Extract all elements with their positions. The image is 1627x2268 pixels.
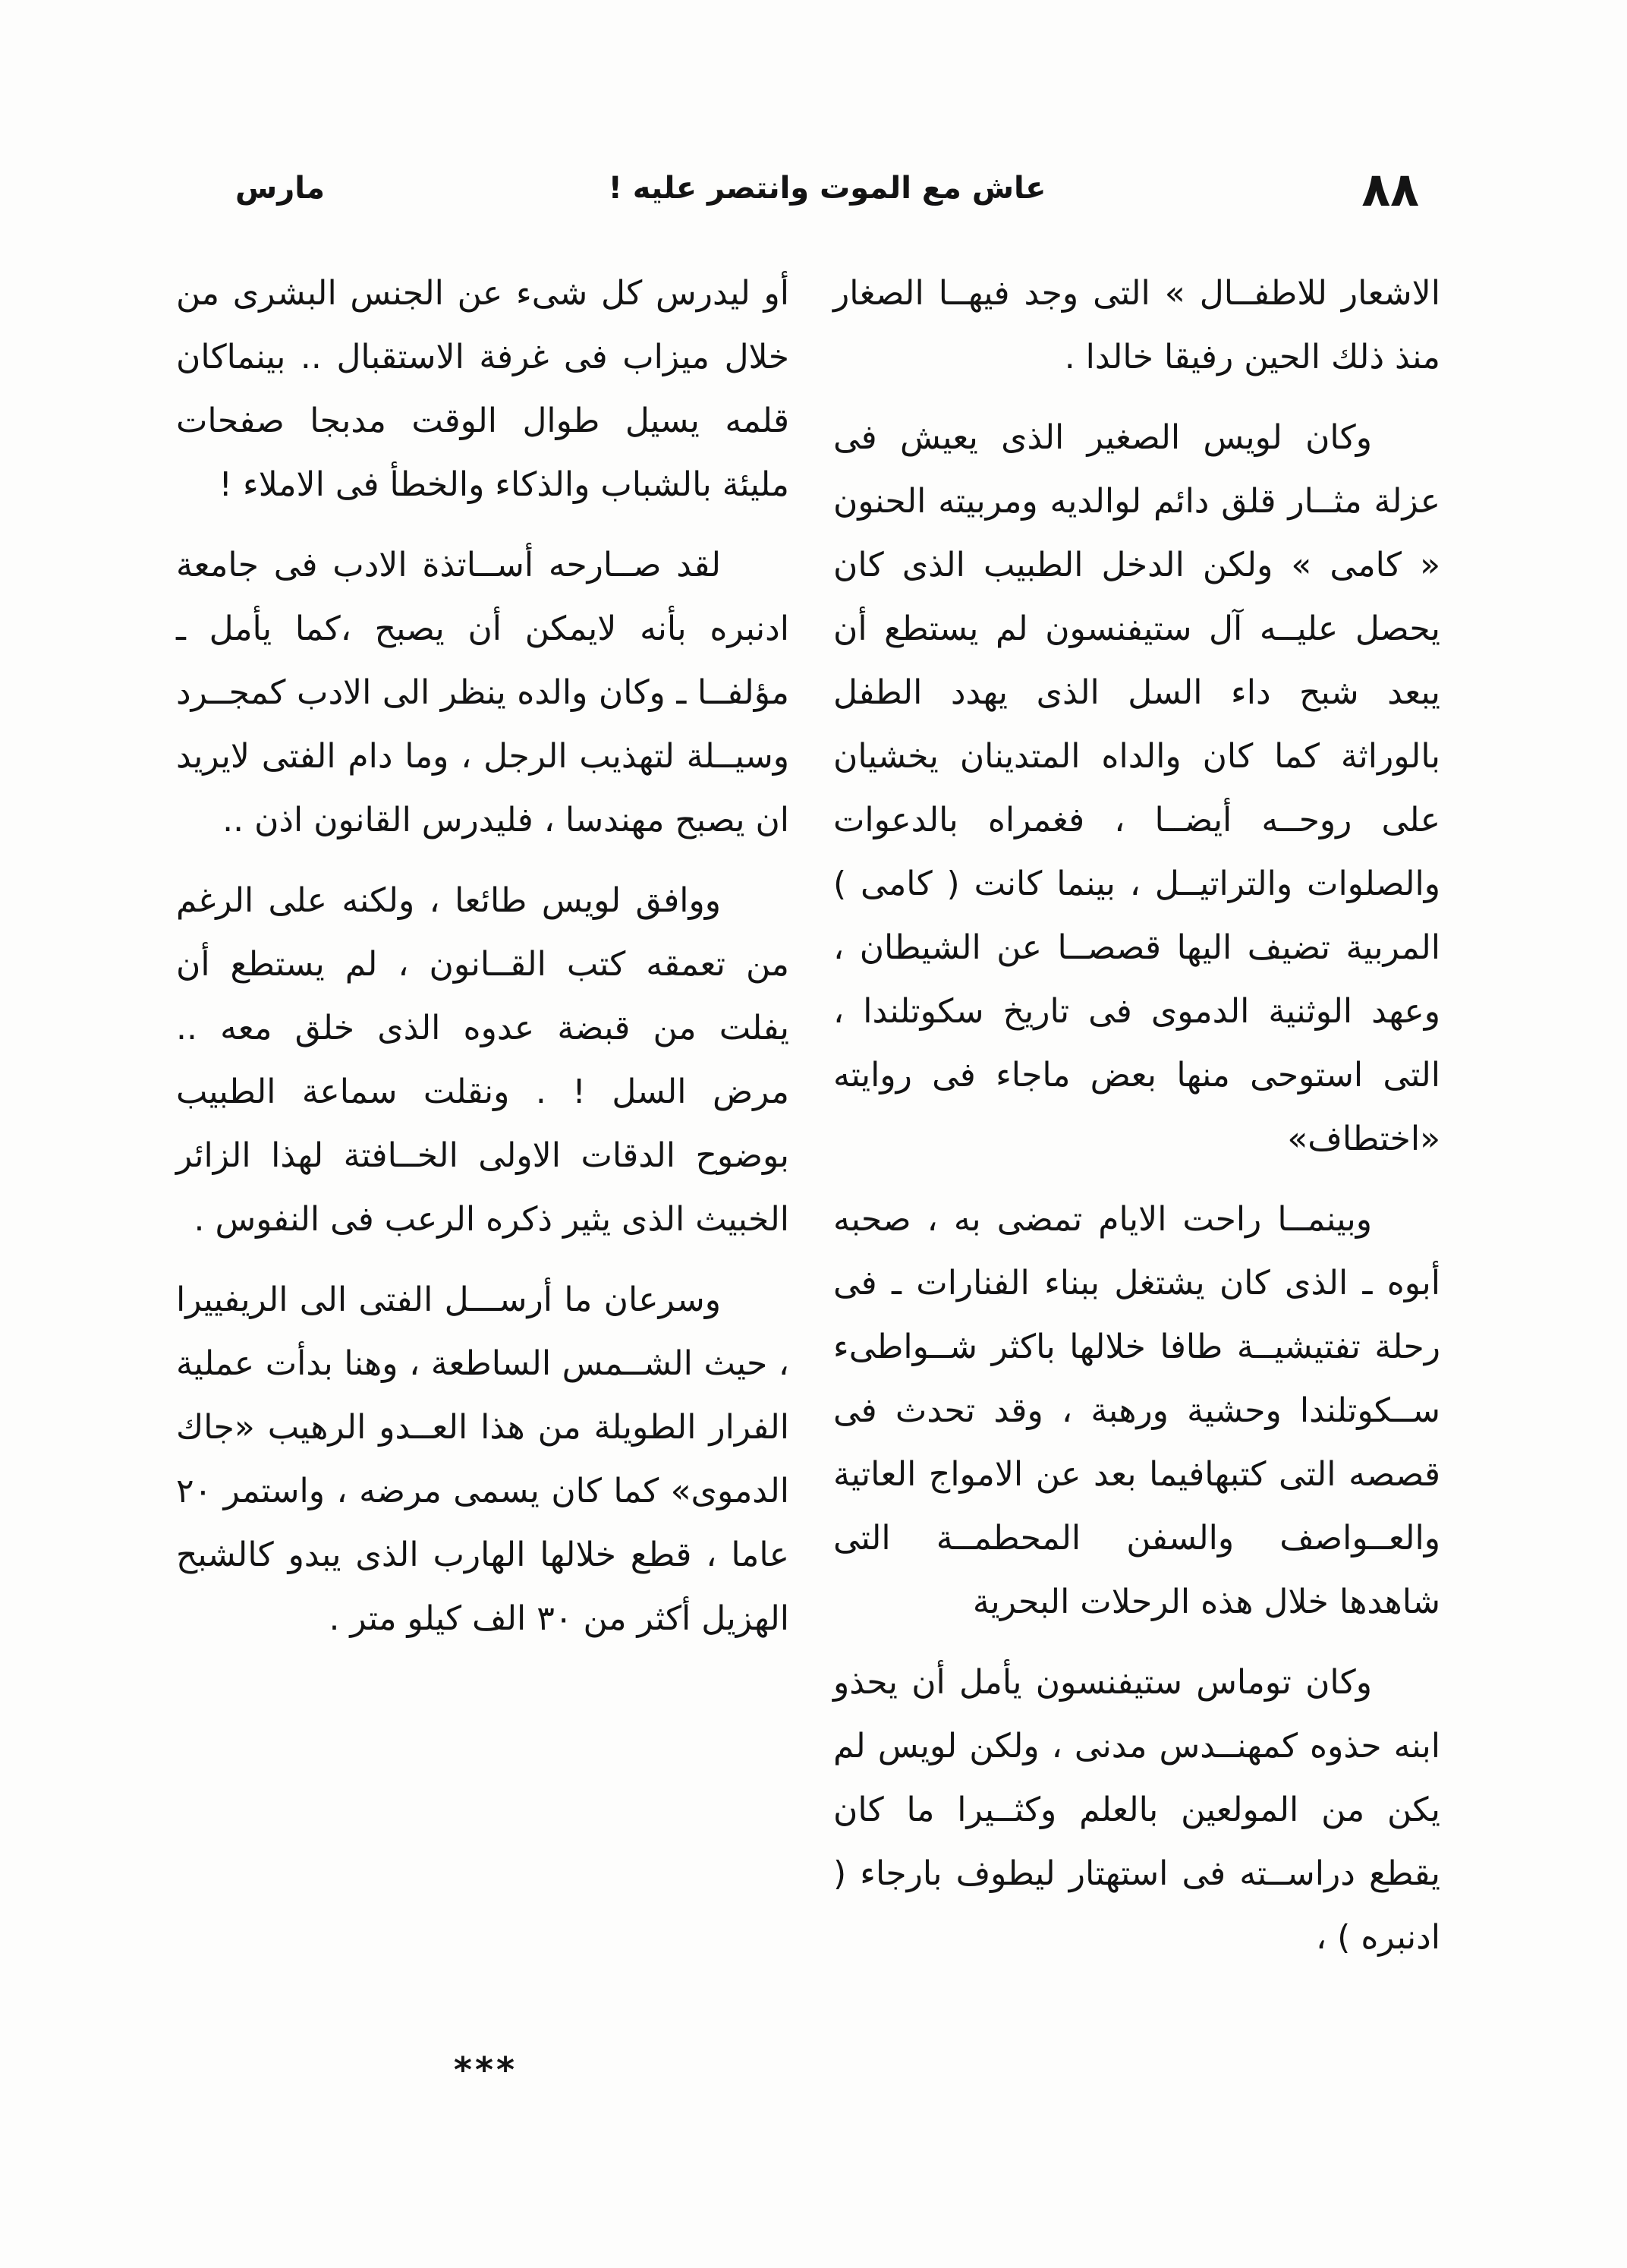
paragraph: وبينمــا راحت الايام تمضى به ، صحبه أبوه ـ الذى كان يشتغل ببناء الفنارات ـ فى رحلة تفتيشيــة طافا خلالها باكثر شــواطىء ســكوتلندا وحشية ورهبة ، وقد تحدث فى قصصه التى كتبهافيما بعد عن الامواج العاتية والعــواصف والسفن المحطمــة التى شاهدها خلال هذه الرحلات البحرية [833, 1200, 1440, 1621]
paragraph: الاشعار للاطفــال » التى وجد فيهــا الصغار منذ ذلك الحين رفيقا خالدا . [833, 274, 1440, 376]
section-break: *** [453, 2049, 518, 2090]
paragraph: وكان توماس ستيفنسون يأمل أن يحذو ابنه حذوه كمهنــدس مدنى ، ولكن لويس لم يكن من المولعين بالعلم وكثــيرا ما كان يقطع دراســته فى استهتار ليطوف بارجاء ( ادنبره ) ، [833, 1663, 1440, 1957]
paragraph: أو ليدرس كل شىء عن الجنس البشرى من خلال ميزاب فى غرفة الاستقبال .. بينماكان قلمه يسيل طوال الوقت مدبجا صفحات مليئة بالشباب والذكاء والخطأ فى الاملاء ! [176, 274, 789, 504]
right-column [833, 262, 1440, 1986]
paragraph: وسرعان ما أرســـل الفتى الى الريفييرا ، حيث الشــمس الساطعة ، وهنا بدأت عملية الفرار الطويلة من هذا العــدو الرهيب «جاك الدموى» كما كان يسمى مرضه ، واستمر ٢٠ عاما ، قطع خلالها الهارب الذى يبدو كالشبح الهزيل أكثر من ٣٠ الف كيلو متر . [176, 1280, 789, 1638]
running-title: عاش مع الموت وانتصر عليه ! [608, 171, 1046, 206]
left-column [176, 262, 789, 1668]
paragraph: وكان لويس الصغير الذى يعيش فى عزلة مثــار قلق دائم لوالديه ومربيته الحنون « كامى » ولكن الدخل الطبيب الذى كان يحصل عليــه آل ستيفنسون لم يستطع أن يبعد شبح داء السل الذى يهدد الطفل بالوراثة كما كان والداه المتدينان يخشيان على روحــه أيضــا ، فغمراه بالدعوات والصلوات والتراتيــل ، بينما كانت ( كامى ) المربية تضيف اليها قصصــا عن الشيطان ، وعهد الوثنية الدموى فى تاريخ سكوتلندا ، التى استوحى منها بعض ماجاء فى روايته «اختطاف» [833, 418, 1440, 1158]
issue-month: مارس [235, 171, 326, 206]
paragraph: لقد صــارحه أســاتذة الادب فى جامعة ادنبره بأنه لايمكن أن يصبح ،كما يأمل ـ مؤلفــا ـ وكان والده ينظر الى الادب كمجــرد وسيــلة لتهذيب الرجل ، وما دام الفتى لايريد ان يصبح مهندسا ، فليدرس القانون اذن .. [176, 546, 789, 839]
paragraph: ووافق لويس طائعا ، ولكنه على الرغم من تعمقه كتب القــانون ، لم يستطع أن يفلت من قبضة عدوه الذى خلق معه .. مرض السل ! . ونقلت سماعة الطبيب بوضوح الدقات الاولى الخــافتة لهذا الزائر الخبيث الذى يثير ذكره الرعب فى النفوس . [176, 881, 789, 1239]
page-number: ٨٨ [1361, 162, 1419, 217]
